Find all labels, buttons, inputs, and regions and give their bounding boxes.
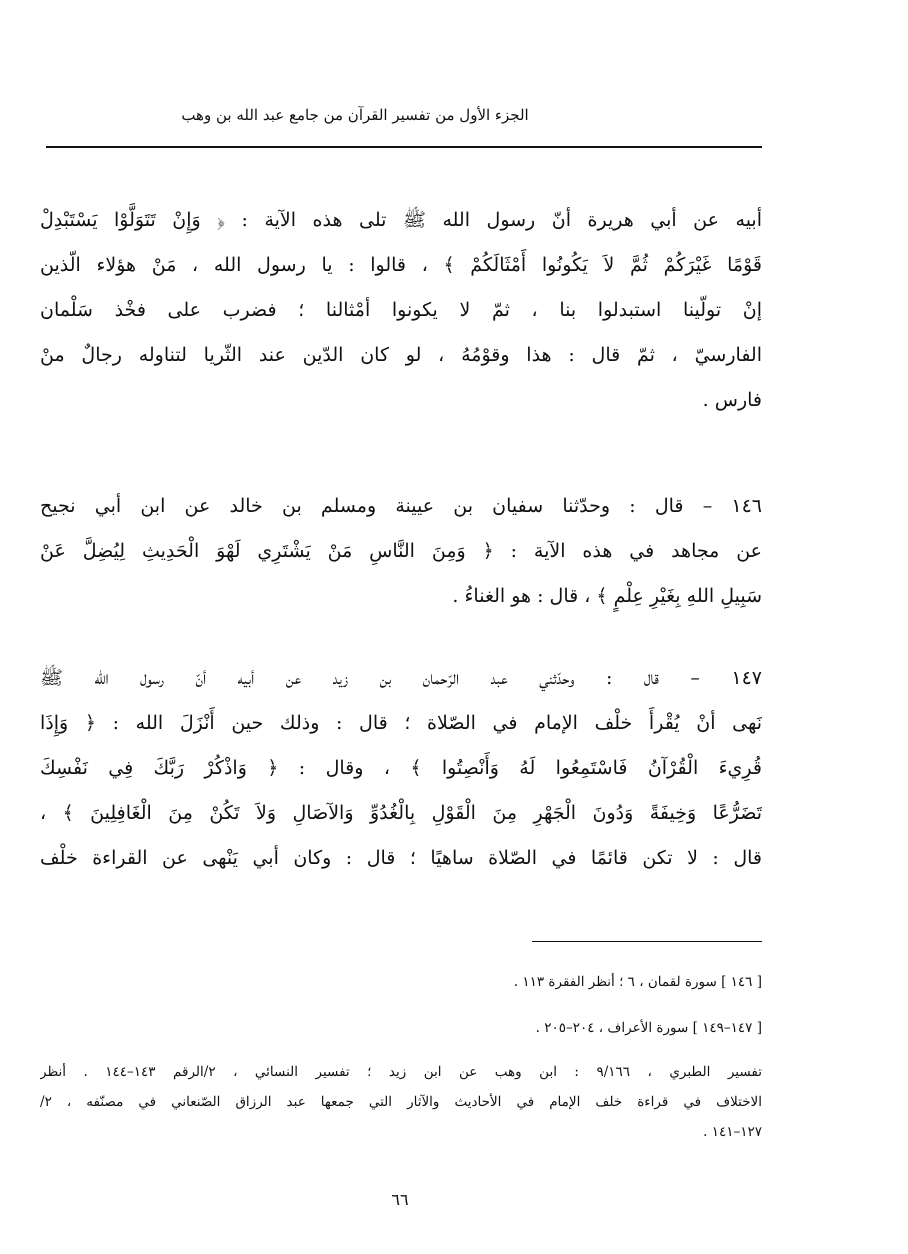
footnote-line: [ ١٤٦ ] سورة لقمان ، ٦ ؛ أنظر الفقرة ١١٣ .	[513, 974, 762, 990]
text-line: نَهى أنْ يُقْرأَ خلْف الإمام في الصّلاة ؛ قال : وذلك حين أَنْزَلَ الله : ﴿ وَإِذَا	[40, 712, 762, 734]
text-line: قَوْمًا غَيْرَكُمْ ثُمَّ لاَ يَكُونُوا أَمْثَالَكُمْ ﴾ ، قالوا : يا رسول الله ، مَنْ هؤلاء الّذين	[40, 254, 762, 276]
text-line: تَضَرُّعًا وَخِيفَةً وَدُونَ الْجَهْرِ مِنَ الْقَوْلِ بِالْغُدُوِّ وَالآصَالِ وَلاَ تَكُنْ مِنَ الْغَافِلِينَ ﴾ ،	[40, 802, 762, 824]
text-line: إنْ تولّينا استبدلوا بنا ، ثمّ لا يكونوا أمْثالنا ؛ فضرب على فخْذ سَلْمان	[40, 299, 762, 321]
footnote-147-149	[40, 1013, 762, 1043]
header-rule	[46, 146, 762, 148]
footnote-line: تفسير الطبري ، ٩/١٦٦ : ابن وهب عن ابن زيد ؛ تفسير النسائي ، ٢/الرقم ١٤٣–١٤٤ . أنظر	[40, 1064, 762, 1080]
text-line: عن مجاهد في هذه الآية : ﴿ وَمِنَ النَّاسِ مَنْ يَشْتَرِي لَهْوَ الْحَدِيثِ لِيُضِلَّ عَنْ	[40, 540, 762, 562]
page-number: ٦٦	[391, 1190, 409, 1209]
paragraph-146	[40, 484, 762, 619]
footnote-line: [ ١٤٧–١٤٩ ] سورة الأعراف ، ٢٠٤–٢٠٥ .	[535, 1020, 762, 1036]
paragraph-147	[40, 656, 762, 881]
text-line: ١٤٦ – قال : وحدّثنا سفيان بن عيينة ومسلم بن خالد عن ابن أبي نجيح	[40, 495, 762, 517]
text-line: فارس .	[702, 389, 762, 411]
running-head: الجزء الأول من تفسير القرآن من جامع عبد الله بن وهب	[181, 106, 529, 124]
text-line: الفارسيّ ، ثمّ قال : هذا وقوْمُهُ ، لو كان الدّين عند الثّريا لتناوله رجالٌ منْ	[40, 344, 762, 366]
text-line: قال : لا تكن قائمًا في الصّلاة ساهيًا ؛ قال : وكان أبي يَنْهى عن القراءة خلْف	[40, 847, 762, 869]
footnote-line: ١٢٧–١٤١ .	[703, 1124, 762, 1140]
text-line: ١٤٧ – قال : وحدّثني عبد الرّحمان بن زيد عن أبيه أنّ رسول الله ﷺ	[40, 667, 762, 689]
footnote-rule	[532, 941, 762, 942]
footnote-146	[40, 967, 762, 997]
footnote-line: الاختلاف في قراءة خلف الإمام في الأحاديث والآثار التي جمعها عبد الرزاق الصّنعاني في مصنّفه ، ٢/	[40, 1094, 762, 1110]
text-line: أبيه عن أبي هريرة أنّ رسول الله ﷺ تلى هذه الآية : ﴿ وَإِنْ تَتَوَلَّوْا يَسْتَبْدِلْ	[40, 209, 762, 231]
text-line: قُرِيءَ الْقُرْآنُ فَاسْتَمِعُوا لَهُ وَأَنْصِتُوا ﴾ ، وقال : ﴿ وَاذْكُرْ رَبَّكَ فِي نَفْسِكَ	[40, 757, 762, 779]
footnote-references	[40, 1057, 762, 1147]
text-line: سَبِيلِ اللهِ بِغَيْرِ عِلْمٍ ﴾ ، قال : هو الغناءُ .	[452, 585, 762, 607]
paragraph-hadith-continuation	[40, 198, 762, 423]
